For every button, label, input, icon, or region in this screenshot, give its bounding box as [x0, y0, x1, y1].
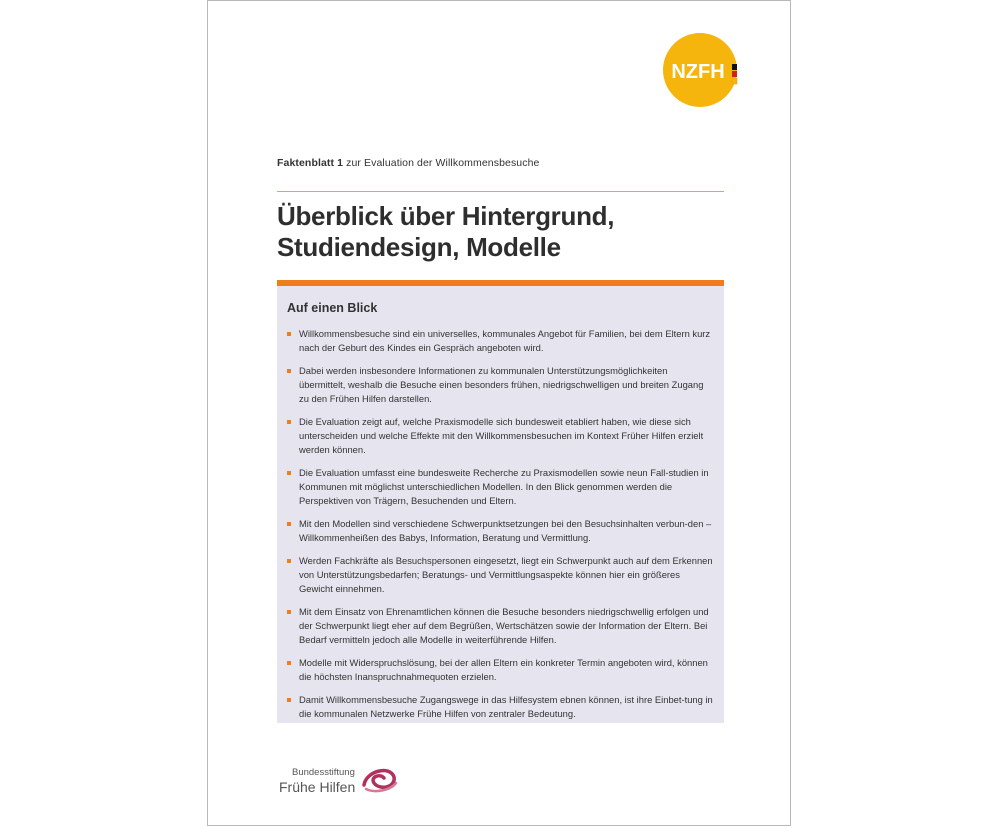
- bullet-icon: [287, 522, 291, 526]
- list-item: [287, 364, 715, 406]
- logo-text: NZFH: [671, 61, 725, 83]
- divider: [277, 191, 724, 192]
- list-item: [287, 554, 715, 596]
- title-line-1: Überblick über Hintergrund,: [277, 201, 615, 231]
- list-item: [287, 466, 715, 508]
- bullet-icon: [287, 420, 291, 424]
- bundesstiftung-logo: [274, 763, 404, 803]
- list-item-text: Damit Willkommensbesuche Zugangswege in das Hilfesystem ebnen können, ist ihre Einbet-tung in die kommunalen Netzwerke Frühe Hilfen von zentraler Bedeutung.: [299, 694, 713, 719]
- list-item-text: Willkommensbesuche sind ein universelles, kommunales Angebot für Familien, bei dem Eltern kurz nach der Geburt des Kindes ein Gespräch angeboten wird.: [299, 328, 711, 353]
- bullet-icon: [287, 559, 291, 563]
- list-item: [287, 656, 715, 684]
- list-item: [287, 517, 715, 545]
- summary-box: [277, 280, 724, 723]
- list-item: [287, 605, 715, 647]
- nzfh-logo: [661, 29, 743, 111]
- list-item-text: Die Evaluation umfasst eine bundesweite Recherche zu Praxismodellen sowie neun Fall-studien in Kommunen mit möglichst unterschiedlichen Modellen. In den Blick genommen werden die Perspektiven von Trägern, Besuchenden und Eltern.: [299, 467, 709, 506]
- list-item-text: Mit dem Einsatz von Ehrenamtlichen können die Besuche besonders niedrigschwellig erfolgen und der Schwerpunkt liegt eher auf dem Begrüßen, Wertschätzen sowie der Information der Eltern. Bei Bedarf vermitteln jedoch alle Modelle in weiterführende Hilfen.: [299, 606, 709, 645]
- swirl-icon: [360, 763, 398, 793]
- bullet-icon: [287, 471, 291, 475]
- document-subtitle: [277, 157, 539, 169]
- list-item-text: Dabei werden insbesondere Informationen zu kommunalen Unterstützungsmöglichkeiten übermittelt, weshalb die Besuche einen besonders frühen, niedrigschwelligen und breiten Zugang zu den Frühen Hilfen darstellen.: [299, 365, 704, 404]
- bullet-icon: [287, 698, 291, 702]
- list-item-text: Die Evaluation zeigt auf, welche Praxismodelle sich bundesweit etabliert haben, wie diese sich unterscheiden und welche Effekte mit den Willkommensbesuchen im Kontext Früher Hilfen erzielt werden können.: [299, 416, 704, 455]
- footer-logo-line-2: Frühe Hilfen: [279, 779, 356, 795]
- list-item: [287, 693, 715, 721]
- document-page: [207, 0, 791, 826]
- list-item: [287, 327, 715, 355]
- page-title: [277, 201, 724, 263]
- bullet-icon: [287, 610, 291, 614]
- subtitle-rest: zur Evaluation der Willkommensbesuche: [343, 157, 540, 169]
- list-item-text: Mit den Modellen sind verschiedene Schwerpunktsetzungen bei den Besuchsinhalten verbun-den – Willkommenheißen des Babys, Information, Beratung und Vermittlung.: [299, 518, 712, 543]
- list-item-text: Modelle mit Widerspruchslösung, bei der allen Eltern ein konkreter Termin angeboten wird, können die höchsten Inanspruchnahmequoten erzielen.: [299, 657, 708, 682]
- summary-heading: Auf einen Blick: [287, 301, 378, 315]
- list-item: [287, 415, 715, 457]
- subtitle-bold: Faktenblatt 1: [277, 157, 344, 169]
- bullet-icon: [287, 661, 291, 665]
- bullet-icon: [287, 369, 291, 373]
- bullet-icon: [287, 332, 291, 336]
- list-item-text: Werden Fachkräfte als Besuchspersonen eingesetzt, liegt ein Schwerpunkt auch auf dem Erkennen von Unterstützungsbedarfen; Beratungs- und Vermittlungsaspekte können hier ein größeres Gewicht einnehmen.: [299, 555, 713, 594]
- footer-logo-line-1: Bundesstiftung: [292, 767, 355, 778]
- summary-list: [287, 327, 715, 730]
- title-line-2: Studiendesign, Modelle: [277, 232, 561, 262]
